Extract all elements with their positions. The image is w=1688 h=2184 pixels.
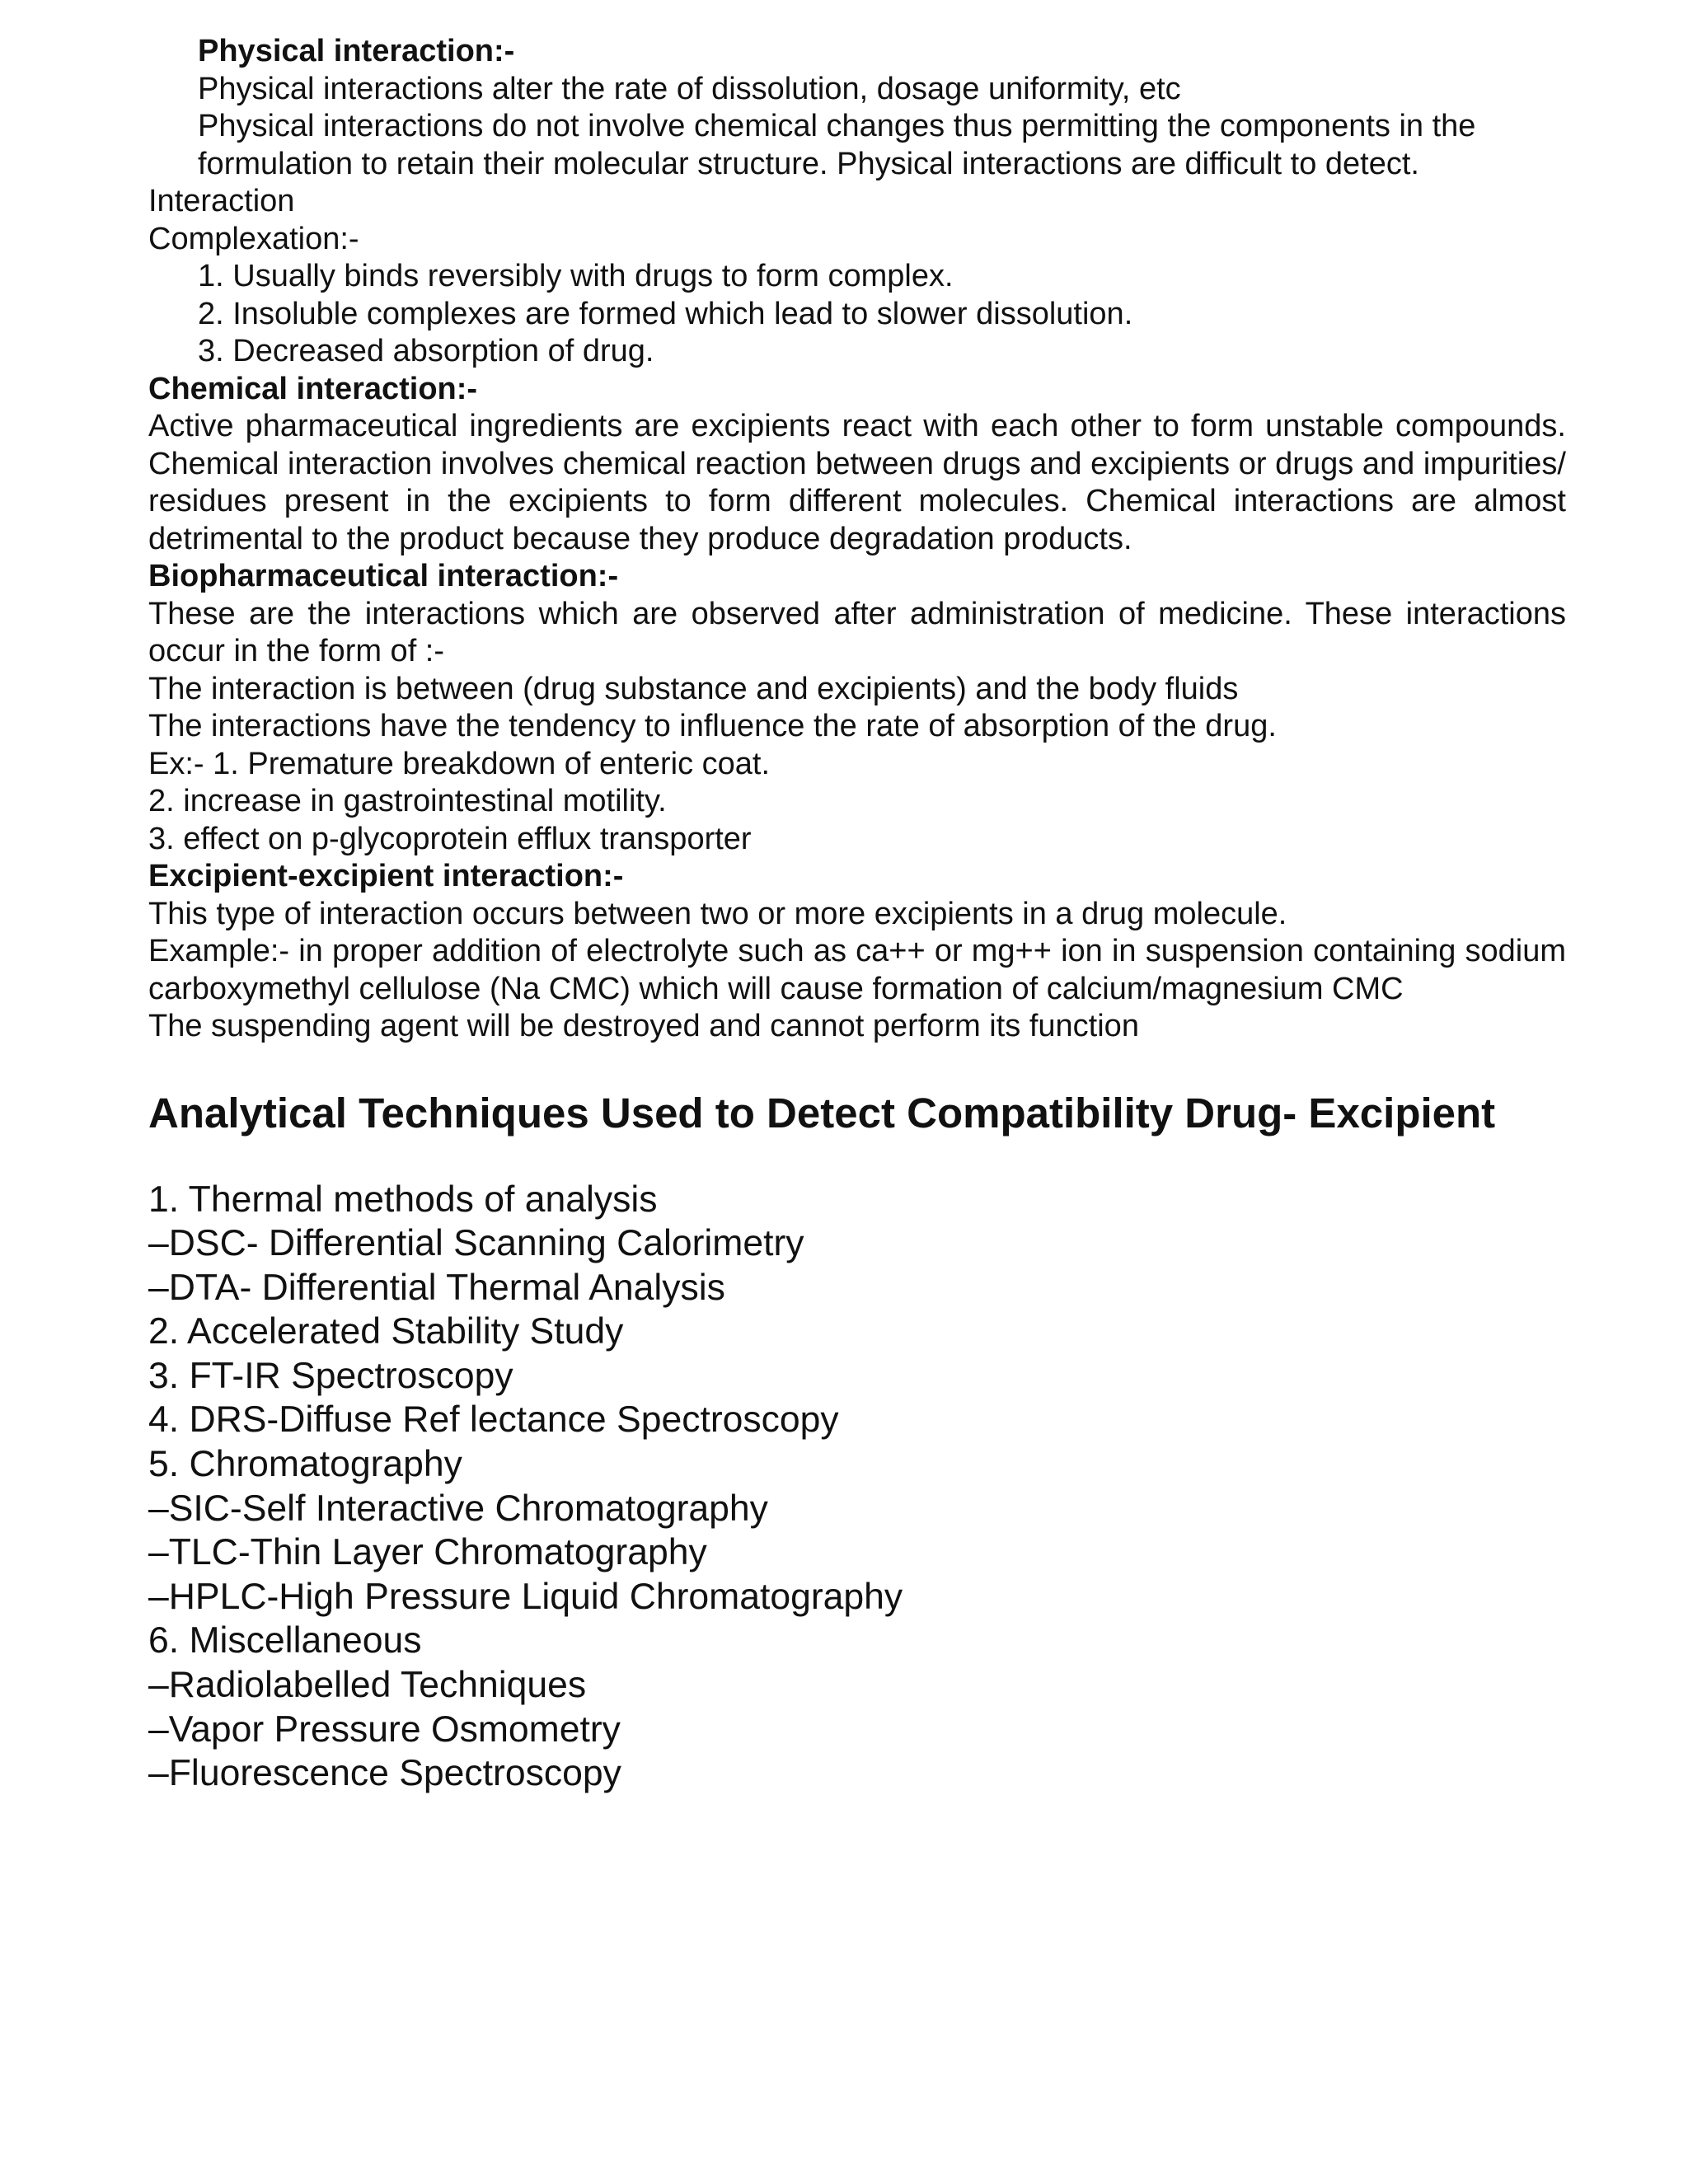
biopharmaceutical-interaction-paragraph: These are the interactions which are observed after administration of medicine. These interactions occur in the form of :- bbox=[148, 596, 1566, 668]
analytical-list-item: 4. DRS-Diffuse Ref lectance Spectroscopy bbox=[148, 1399, 839, 1441]
biopharmaceutical-example: Ex:- 1. Premature breakdown of enteric coat. bbox=[148, 746, 771, 781]
physical-interaction-heading: Physical interaction:- bbox=[198, 34, 515, 68]
analytical-techniques-heading: Analytical Techniques Used to Detect Compatibility Drug- Excipient bbox=[148, 1089, 1496, 1137]
excipient-interaction-heading: Excipient-excipient interaction:- bbox=[148, 859, 624, 893]
analytical-list-item: 3. FT-IR Spectroscopy bbox=[148, 1355, 513, 1396]
document-content bbox=[148, 33, 1566, 1796]
analytical-list-item: –Vapor Pressure Osmometry bbox=[148, 1708, 621, 1750]
analytical-list-item: –HPLC-High Pressure Liquid Chromatography bbox=[148, 1576, 903, 1617]
complexation-item: 3. Decreased absorption of drug. bbox=[198, 334, 654, 368]
excipient-interaction-line: The suspending agent will be destroyed and cannot perform its function bbox=[148, 1009, 1139, 1043]
physical-interaction-paragraph: Physical interactions do not involve chemical changes thus permitting the components in the formulation to retain their molecular structure. Physical interactions are difficult to detect. bbox=[198, 109, 1476, 181]
analytical-list-item: 2. Accelerated Stability Study bbox=[148, 1311, 624, 1352]
analytical-list-item: 5. Chromatography bbox=[148, 1444, 462, 1485]
interaction-label: Interaction bbox=[148, 184, 295, 218]
biopharmaceutical-example: 3. effect on p-glycoprotein efflux transporter bbox=[148, 821, 752, 856]
excipient-interaction-line: This type of interaction occurs between two or more excipients in a drug molecule. bbox=[148, 896, 1287, 931]
analytical-list-item: –TLC-Thin Layer Chromatography bbox=[148, 1532, 707, 1573]
analytical-list-item: 1. Thermal methods of analysis bbox=[148, 1179, 658, 1220]
analytical-list-item: 6. Miscellaneous bbox=[148, 1620, 422, 1661]
analytical-list-item: –Radiolabelled Techniques bbox=[148, 1665, 587, 1706]
excipient-interaction-paragraph: Example:- in proper addition of electrolyte such as ca++ or mg++ ion in suspension containing sodium carboxymethyl cellulose (Na CMC) which will cause formation of calcium/magnesium CMC bbox=[148, 934, 1566, 1006]
complexation-item: 2. Insoluble complexes are formed which lead to slower dissolution. bbox=[198, 296, 1133, 331]
biopharmaceutical-interaction-heading: Biopharmaceutical interaction:- bbox=[148, 559, 619, 593]
biopharmaceutical-line: The interaction is between (drug substance and excipients) and the body fluids bbox=[148, 671, 1239, 706]
analytical-list-item: –DSC- Differential Scanning Calorimetry bbox=[148, 1223, 804, 1264]
analytical-list-item: –Fluorescence Spectroscopy bbox=[148, 1753, 621, 1794]
biopharmaceutical-example: 2. increase in gastrointestinal motility. bbox=[148, 784, 667, 818]
biopharmaceutical-line: The interactions have the tendency to influence the rate of absorption of the drug. bbox=[148, 709, 1277, 743]
analytical-list-item: –DTA- Differential Thermal Analysis bbox=[148, 1267, 725, 1308]
complexation-label: Complexation:- bbox=[148, 221, 359, 256]
complexation-item: 1. Usually binds reversibly with drugs to form complex. bbox=[198, 259, 954, 293]
chemical-interaction-heading: Chemical interaction:- bbox=[148, 371, 478, 406]
analytical-list-item: –SIC-Self Interactive Chromatography bbox=[148, 1488, 768, 1529]
chemical-interaction-paragraph: Active pharmaceutical ingredients are excipients react with each other to form unstable compounds. Chemical interaction involves chemical reaction between drugs and excipients or drugs and impurities/ residues present in the excipients to form different molecules. Chemical interactions are almost detrimental to the product because they produce degradation products. bbox=[148, 409, 1566, 556]
physical-interaction-line: Physical interactions alter the rate of dissolution, dosage uniformity, etc bbox=[198, 71, 1181, 106]
